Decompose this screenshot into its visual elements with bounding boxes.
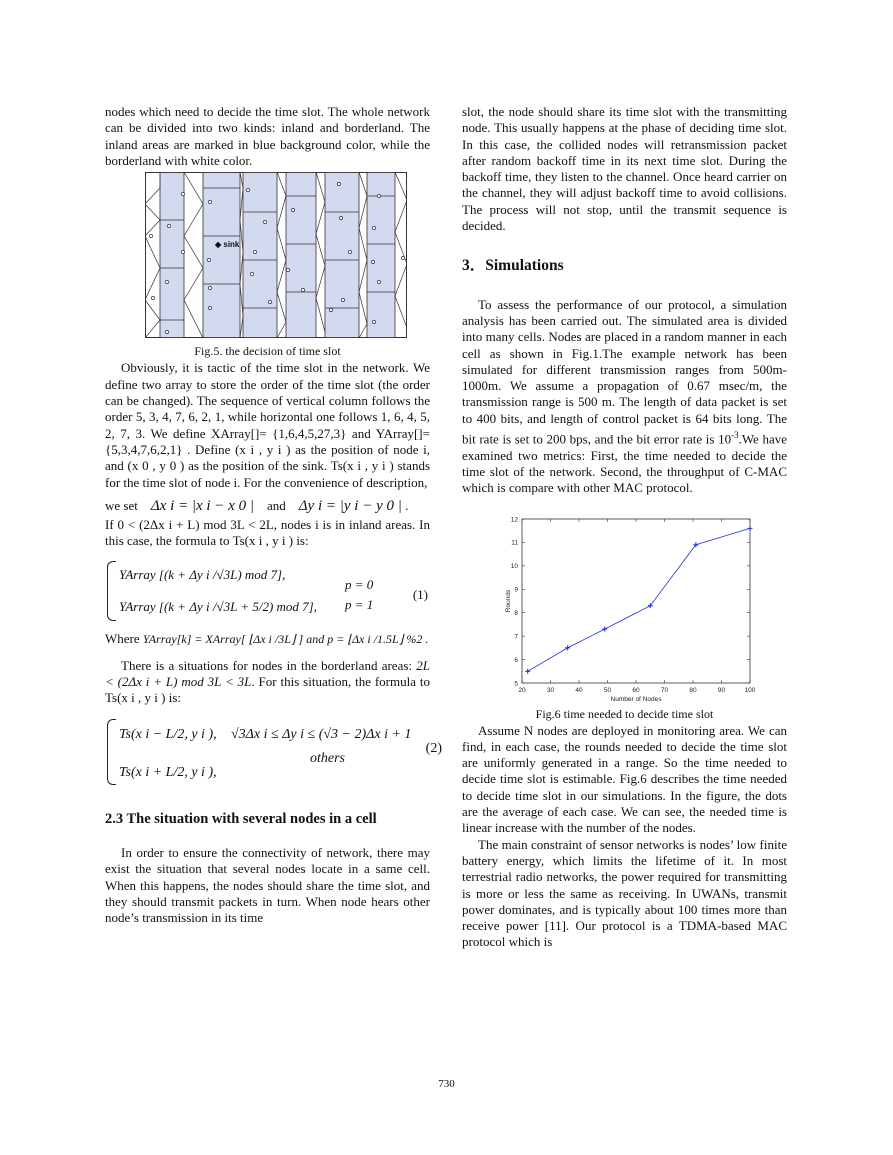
x-tick-label: 40 <box>575 686 583 694</box>
text: . <box>187 441 191 457</box>
text: , nodes i is in inland areas. In this case, the formula to <box>105 516 431 549</box>
inland-column <box>286 173 316 338</box>
figure-5 <box>145 172 430 342</box>
inland-column <box>325 173 359 338</box>
y-tick-label: 9 <box>514 586 518 594</box>
text: as the position of node i, and <box>105 441 430 474</box>
rounds-chart <box>502 511 772 705</box>
text: If <box>105 516 114 532</box>
inland-condition: 0 < (2Δx i + L) mod 3L < 2L <box>117 516 274 532</box>
text: . For this situation, the formula to <box>251 674 430 690</box>
paragraph <box>462 297 787 497</box>
x-tick-label: 60 <box>632 686 640 694</box>
equation-number: (1) <box>412 587 428 603</box>
y-tick-label: 5 <box>514 679 518 687</box>
page-number: 730 <box>438 1078 455 1090</box>
paragraph <box>105 360 430 490</box>
text: Define <box>195 441 231 457</box>
data-point <box>748 525 753 530</box>
right-column <box>462 104 787 951</box>
xarray-def: XArray[]= {1,6,4,5,27,3} <box>211 425 347 441</box>
x-tick-label: 100 <box>744 686 756 694</box>
ts-symbol: Ts(x i , y i ) <box>232 533 294 549</box>
where-equation: YArray[k] = XArray[ ⌊Δx i /3L⌋ ] and p = ⌊Δx i /1.5L⌋ %2 . <box>142 632 429 647</box>
x-axis-label: Number of Nodes <box>610 695 662 703</box>
cell-diagram <box>145 172 407 338</box>
inland-column <box>203 173 240 338</box>
equation-condition: √3Δx i ≤ Δy i ≤ (√3 − 2)Δx i + 1 <box>231 726 412 742</box>
paragraph: Assume N nodes are deployed in monitoring area. We can find, in each case, the rounds needed to decide the time slot are uniformly generated in a range. So the time needed to decide time slot is estimable. Fig.6 describes the time needed to decide time slot in our simulations. In the figure, the dots are the average of each case. We can see, the needed time is linear increase with the number of the nodes. <box>462 722 787 836</box>
equation-number: (2) <box>425 740 442 756</box>
paragraph: nodes which need to decide the time slot. The whole network can be divided into two kinds: inland and borderland. The inland areas are marked in blue background color, while the borderland with white color. <box>105 104 430 168</box>
y-tick-label: 11 <box>511 539 518 547</box>
y-tick-label: 6 <box>514 656 518 664</box>
text: and <box>266 497 286 513</box>
x-tick-label: 30 <box>546 686 555 694</box>
equation-condition: others <box>310 750 345 766</box>
data-point <box>602 626 607 631</box>
text: as the position of the sink. <box>188 458 328 474</box>
yarray-def: YArray[]= {5,3,4,7,6,2,1} <box>105 425 430 457</box>
paragraph <box>105 517 430 550</box>
x-tick-label: 80 <box>689 686 697 694</box>
figure-caption: Fig.5. the decision of time slot <box>194 344 341 359</box>
x-tick-label: 90 <box>717 686 726 694</box>
ts-symbol: Ts(x i , y i ) <box>330 458 394 474</box>
equation-condition: p = 0 <box>345 577 374 593</box>
paragraph: we set Δx i = |x i − x 0 | and Δy i = |y i − y 0 | . <box>105 497 409 514</box>
inland-column <box>160 173 184 338</box>
equation-line: YArray [(k + Δy i /√3L) mod 7], <box>119 567 286 583</box>
sink-label: ◆ sink <box>215 240 240 250</box>
text: .We have examined two metrics: First, the time needed to decide the time slot of the network. Second, the throughput of C-MAC which is compare with other MAC protocol. <box>462 431 787 496</box>
y-tick-label: 10 <box>510 562 518 570</box>
y-tick-label: 8 <box>514 609 518 617</box>
text: is: <box>168 690 182 706</box>
y-axis-label: Rounds <box>505 589 512 612</box>
text: and <box>351 425 371 441</box>
paragraph: The main constraint of sensor networks is nodes’ low finite battery energy, which limits the lifetime of it. In most terrestrial radio networks, the power required for transmitting is more or less the same as receiving. In UWANs, transmit power dominates, and is typically about 100 times more than receive power [11]. Our protocol is a TDMA-based MAC protocol which is <box>462 836 787 950</box>
paragraph: slot, the node should share its time slot with the transmitting node. This usually happens at the phase of deciding time slot. In this case, the collided nodes will retransmission packet after random backoff time in its next time slot. During the backoff time, they listen to the channel. Once heard carrier on the channel, they will adjust backoff time to avoid collisions. The process will not stop, until the transmit sequence is decided. <box>462 104 787 234</box>
data-point <box>525 668 530 673</box>
text: To assess the performance of our protocol, a simulation analysis has been carried out. The simulated area is divided into many cells. Nodes are placed in a random manner in each cell as shown in Fig.1.The example network has been simulated for different transmission ranges from 500m-1000m. We assume a propagation of 0.67 msec/m, the transmission range is 500 m. The length of data packet is set to 400 bits, and length of control packet is 64 bits long. The bit rate is set to 200 bps, and the bit error rate is 10 <box>462 296 787 447</box>
text: Where <box>105 631 140 647</box>
borderland-condition: 2L < (2Δx i + L) mod 3L < 3L <box>105 657 431 690</box>
y-tick-label: 7 <box>514 633 518 641</box>
data-point <box>565 645 570 650</box>
paragraph <box>105 658 430 707</box>
x-tick-label: 70 <box>660 686 669 694</box>
text: There is a situations for nodes in the borderland areas: <box>121 657 413 673</box>
equation-line: Ts(x i − L/2, y i ), <box>119 726 217 742</box>
figure-6 <box>502 511 772 705</box>
node-position: (x i , y i ) <box>235 441 291 457</box>
x-tick-label: 20 <box>518 686 526 694</box>
paragraph <box>105 631 430 647</box>
ts-symbol: Ts(x i , y i ) <box>105 690 166 706</box>
equation-condition: p = 1 <box>345 597 374 613</box>
equation-line: Ts(x i + L/2, y i ), <box>119 764 217 780</box>
equation-2 <box>105 715 442 789</box>
section-heading: 3．Simulations <box>462 257 564 275</box>
equation-line: YArray [(k + Δy i /√3L + 5/2) mod 7], <box>119 599 317 615</box>
text: is: <box>296 533 309 549</box>
text: we set <box>105 497 138 513</box>
figure-caption: Fig.6 time needed to decide time slot <box>535 706 714 721</box>
plot-frame <box>522 519 750 683</box>
text: stands for the time slot of node i. For the convenience of description, <box>105 458 430 490</box>
inland-column <box>367 173 395 338</box>
sink-position: (x 0 , y 0 ) <box>127 458 185 474</box>
left-column <box>105 104 442 926</box>
equation-1 <box>105 557 430 625</box>
y-tick-label: 12 <box>510 515 518 523</box>
delta-x-def: Δx i = |x i − x 0 | <box>150 497 254 514</box>
paragraph: In order to ensure the connectivity of network, there may exist the situation that several nodes locate in a same cell. When this happens, the nodes should share the time slot, and they should transmit packets in turn. When node hears other node’s transmission in its time <box>105 844 430 926</box>
text: Obviously, it is tactic of the time slot in the network. We define two array to store the order of the time slot (the order can be changed). The sequence of vertical column follows the order 5, 3, 4, 7, 6, 2, 1, while horizontal one follows 1, 6, 4, 5, 2, 7, 3. We define <box>105 360 430 441</box>
series-line <box>528 528 750 671</box>
superscript: -3 <box>731 430 739 441</box>
section-heading: 2.3 The situation with several nodes in a cell <box>105 810 377 827</box>
inland-column <box>243 173 277 338</box>
x-tick-label: 50 <box>603 686 612 694</box>
delta-y-def: Δy i = |y i − y 0 | <box>298 497 402 514</box>
